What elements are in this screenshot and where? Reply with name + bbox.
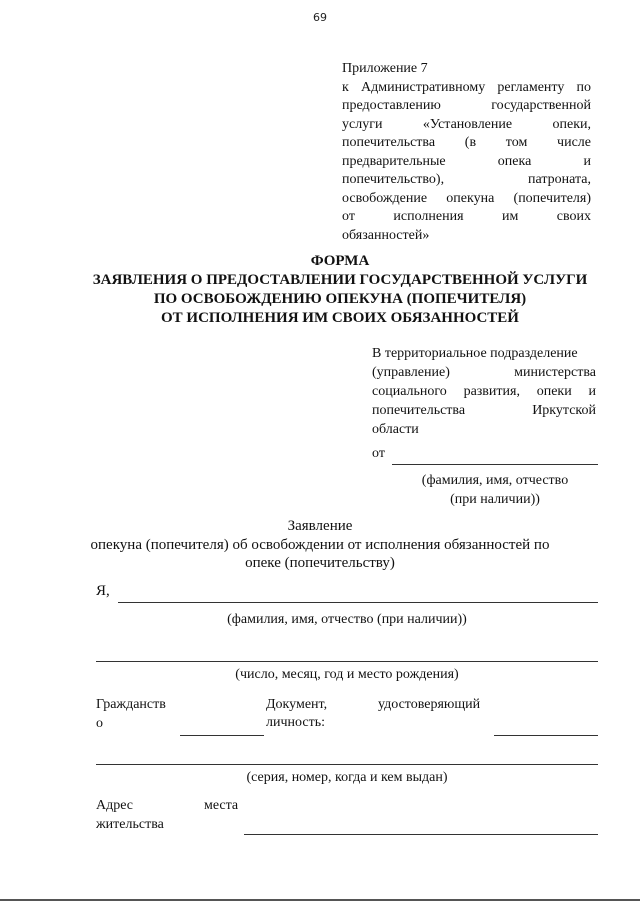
page-bottom-edge: [0, 899, 640, 901]
address-label: места: [204, 798, 239, 813]
from-caption: (фамилия, имя, отчество: [421, 473, 569, 488]
appendix-line: от исполнения им своих: [342, 209, 591, 224]
appendix-line: освобождение опекуна (попечителя): [342, 190, 591, 206]
birth-field-line[interactable]: [96, 661, 598, 662]
appendix-line: предварительные опека и: [342, 153, 591, 169]
form-heading-line: ПО ОСВОБОЖДЕНИЮ ОПЕКУНА (ПОПЕЧИТЕЛЯ): [153, 291, 527, 307]
addressee-line: В территориальное подразделение: [372, 346, 578, 361]
address-label: Адрес: [96, 798, 134, 813]
document-label: Документ,: [266, 697, 328, 712]
passport-field-line[interactable]: [96, 764, 598, 765]
appendix-line: попечительство), патроната,: [342, 172, 591, 187]
statement-subtitle: опеке (попечительству): [245, 555, 395, 571]
appendix-line: обязанностей»: [342, 227, 430, 243]
statement-subtitle: опекуна (попечителя) об освобождении от исполнения обязанностей по: [90, 537, 550, 553]
citizenship-label: Гражданств о: [96, 697, 166, 731]
address-label: жительства: [96, 817, 164, 832]
address-field-line[interactable]: [244, 834, 598, 835]
appendix-line: попечительства (в том числе: [342, 135, 591, 150]
from-label: от: [372, 446, 385, 461]
addressee-block: [372, 344, 596, 439]
form-heading-line: ОТ ИСПОЛНЕНИЯ ИМ СВОИХ ОБЯЗАННОСТЕЙ: [161, 310, 519, 326]
addressee-line: (управление) министерства: [372, 365, 596, 380]
document-field-line[interactable]: [494, 735, 598, 736]
form-heading-line: ЗАЯВЛЕНИЯ О ПРЕДОСТАВЛЕНИИ ГОСУДАРСТВЕННОЙ УСЛУГИ: [92, 272, 588, 288]
document-label: удостоверяющий: [378, 697, 481, 712]
appendix-block: [342, 60, 591, 245]
appendix-line: к Административному регламенту по: [342, 79, 591, 95]
i-label: Я,: [96, 583, 110, 599]
addressee-line: социального развития, опеки и: [372, 384, 596, 399]
birth-caption: (число, месяц, год и место рождения): [235, 667, 459, 682]
form-heading-line: ФОРМА: [310, 253, 370, 269]
appendix-title: Приложение 7: [342, 61, 428, 76]
appendix-line: услуги «Установление опеки,: [342, 116, 591, 132]
page-number: 69: [313, 11, 327, 24]
citizenship-field-line[interactable]: [180, 735, 264, 736]
statement-title: Заявление: [287, 518, 353, 534]
appendix-line: предоставлению государственной: [342, 98, 591, 113]
form-heading: [60, 252, 620, 328]
from-caption: (при наличии)): [450, 492, 540, 507]
name-caption: (фамилия, имя, отчество (при наличии)): [227, 612, 467, 627]
addressee-line: области: [372, 422, 419, 437]
addressee-line: попечительства Иркутской: [372, 403, 596, 418]
passport-caption: (серия, номер, когда и кем выдан): [246, 770, 448, 785]
from-field-line[interactable]: [392, 464, 598, 465]
name-field-line[interactable]: [118, 602, 598, 603]
document-label: личность:: [266, 715, 325, 730]
